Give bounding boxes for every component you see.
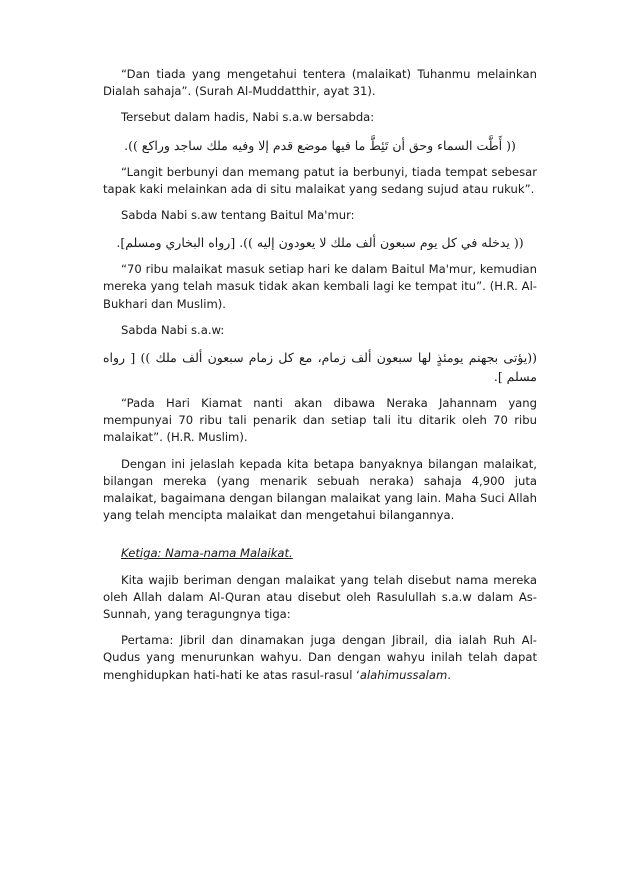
arabic-hadith-1: (( أَطَّت السماء وحق أن تَئِطَّ ما فيها موضع قدم إلا وفيه ملك ساجد وراكع )). xyxy=(124,137,516,153)
hadith-intro: Tersebut dalam hadis, Nabi s.a.w bersabda: xyxy=(121,110,375,125)
conclusion-paragraph: Dengan ini jelaslah kepada kita betapa banyaknya bilangan malaikat, bilangan mereka (yang menarik sebuah neraka) sahaja 4,900 juta malaikat, bagaimana dengan bilangan malaikat yang lain. Maha Suci Allah yang telah mencipta malaikat dan mengetahui bilangannya. xyxy=(103,456,537,523)
arabic-hadith-2: (( يدخله في كل يوم سبعون ألف ملك لا يعودون إليه )). [رواه البخاري ومسلم]. xyxy=(116,235,524,251)
document-page xyxy=(103,66,537,693)
jibril-text: Pertama: Jibril dan dinamakan juga dengan Jibrail, dia ialah Ruh Al-Qudus yang menurunkan wahyu. Dan dengan wahyu inilah telah dapat menghidupkan hati-hati ke atas rasul-rasul ‘ xyxy=(103,633,537,682)
section-heading: Ketiga: Nama-nama Malaikat. xyxy=(121,546,293,561)
section-heading-paragraph xyxy=(103,545,537,562)
belief-paragraph: Kita wajib beriman dengan malaikat yang telah disebut nama mereka oleh Allah dalam Al-Quran atau disebut oleh Rasulullah s.a.w dalam As-Sunnah, yang teragungnya tiga: xyxy=(103,572,537,622)
baitul-mamur-intro: Sabda Nabi s.aw tentang Baitul Ma'mur: xyxy=(121,208,355,223)
hadith-translation-1: “Langit berbunyi dan memang patut ia berbunyi, tiada tempat sebesar tapak kaki melainkan ada di situ malaikat yang sedang sujud atau rukuk”. xyxy=(103,164,537,196)
section-spacer xyxy=(103,533,537,545)
jibril-paragraph xyxy=(103,632,537,684)
hadith-translation-2: “70 ribu malaikat masuk setiap hari ke dalam Baitul Ma'mur, kemudian mereka yang telah masuk tidak akan kembali lagi ke tempat itu”. (H.R. Al-Bukhari dan Muslim). xyxy=(103,262,537,311)
arabic-hadith-3: ((يؤتى بجهنم يومئذٍ لها سبعون ألف زمام، مع كل زمام سبعون ألف ملك )) [ رواه مسلم ]. xyxy=(103,350,537,385)
jibril-period: . xyxy=(447,667,451,682)
alahimussalam-term: alahimussalam xyxy=(359,667,448,682)
hadith-translation-3: “Pada Hari Kiamat nanti akan dibawa Neraka Jahannam yang mempunyai 70 ribu tali penarik dan setiap tali itu ditarik oleh 70 ribu malaikat”. (H.R. Muslim). xyxy=(103,396,537,445)
quran-translation-paragraph: “Dan tiada yang mengetahui tentera (malaikat) Tuhanmu melainkan Dialah sahaja”. (Surah Al-Muddatthir, ayat 31). xyxy=(103,67,537,99)
hadith-intro-3: Sabda Nabi s.a.w: xyxy=(121,322,225,337)
